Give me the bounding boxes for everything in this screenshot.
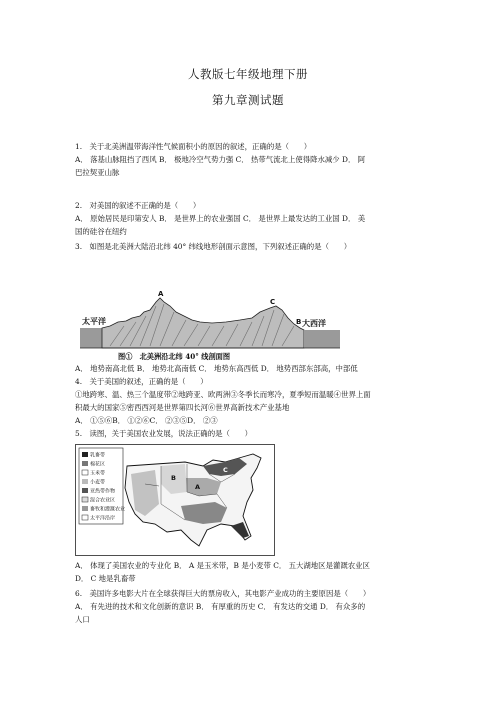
q4-options: A． ①⑤⑥B． ①②⑥C． ②③⑤D． ②③ (75, 416, 218, 425)
q1-stem: 1. 关于北美洲温带海洋性气候面积小的原因的叙述，正确的是（ ） (75, 142, 312, 151)
atlantic-sea (304, 330, 340, 348)
q5-stem: 5. 读图，关于美国农业发展，说法正确的是（ ） (75, 429, 253, 438)
map-label-a: A (195, 483, 201, 491)
legend-item-4: 小麦带 (90, 479, 106, 486)
map-label-c: C (223, 466, 228, 474)
legend-item-6: 混合农业区 (90, 497, 116, 504)
map-label-b: B (171, 474, 176, 482)
legend-item-5: 亚热带作物 (90, 488, 116, 495)
q4-statements-cont: 积最大的国家⑤密西西河是世界第四长河⑥世界高新技术产业基地 (75, 403, 290, 412)
legend-item-1: 乳畜带 (90, 452, 106, 459)
q1-options-cont: 巴拉契亚山脉 (75, 168, 120, 177)
label-pacific: 太平洋 (82, 317, 106, 326)
q6-options-cont: 人口 (75, 615, 90, 624)
us-agriculture-map (75, 444, 275, 556)
marker-b: B (296, 318, 302, 326)
figure1-caption: 图① 北美洲沿北纬 40° 线剖面图 (118, 352, 231, 361)
q3-stem: 3. 如图是北美洲大陆沿北纬 40° 纬线地形剖面示意图，下列叙述正确的是（ ） (75, 242, 352, 251)
q5-options: A． 体现了美国农业的专业化 B． A 是玉米带，B 是小麦带 C． 五大湖地区是灌溉农业区 (75, 561, 370, 570)
q4-statements: ①地跨寒、温、热三个温度带②地跨亚、欧两洲③冬季长而寒冷，夏季短而温暖④世界上面 (75, 390, 371, 399)
legend-box (79, 448, 126, 524)
q3-options: A． 地势南高北低 B． 地势北高南低 C． 地势东高西低 D． 地势西部东部高，中部低 (75, 364, 358, 373)
marker-c: C (270, 298, 276, 306)
q4-stem: 4. 关于美国的叙述，正确的是（ ） (75, 377, 208, 386)
q6-options: A． 有先进的技术和文化创新的意识 B． 有厚重的历史 C． 有发达的交通 D． 有众多的 (75, 602, 366, 611)
document-title: 人教版七年级地理下册 (188, 67, 308, 81)
label-atlantic: 大西洋 (302, 319, 326, 328)
legend-item-8: 太平洋沿岸 (90, 515, 116, 522)
legend-item-2: 棉花区 (90, 461, 106, 468)
q6-stem: 6. 美国许多电影大片在全球获得巨大的票房收入，其电影产业成功的主要原因是（ ） (75, 589, 371, 598)
document-subtitle: 第九章测试题 (212, 93, 284, 107)
q1-options: A． 落基山脉阻挡了西风 B． 极地冷空气势力强 C． 热带气流北上使得降水减少 D． 阿 (75, 155, 366, 164)
marker-a: A (158, 290, 164, 298)
q5-options-cont: D． C 地是乳畜带 (75, 574, 136, 583)
q2-options: A． 原始居民是印第安人 B． 是世界上的农业强国 C． 是世界上最发达的工业国 D． 美 (75, 214, 366, 223)
q2-options-cont: 国的硅谷在纽约 (75, 227, 127, 236)
pacific-sea (80, 328, 102, 348)
legend-item-3: 玉米带 (90, 470, 106, 477)
legend-item-7: 畜牧和灌溉农业 (90, 506, 126, 513)
q2-stem: 2. 对美国的叙述不正确的是（ ） (75, 201, 201, 210)
